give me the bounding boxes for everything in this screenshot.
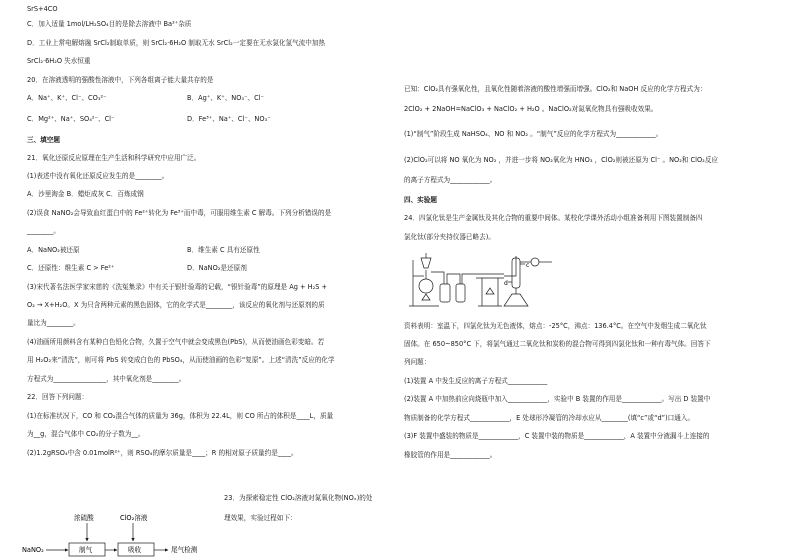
- q24-info-cont: 固体。在 650~850°C 下，将氯气通过二氧化钛和炭粉的混合物可得到四氯化钛和一种有毒气体。回答下: [404, 340, 711, 348]
- q21-part4: (4)油画所用颜料含有某种白色铅化合物，久置于空气中就会变成黑色(PbS)，从而使油画色彩变暗。若: [27, 338, 325, 346]
- q24-stem: 24．四氯化钛是生产金属钛及其化合物的重要中间体。某校化学课外活动小组准备利用下图装置制备四: [404, 214, 703, 222]
- flow-box2-label: 吸收: [128, 546, 142, 554]
- q20-option-b: B．Ag⁺、K⁺、NO₃⁻、Cl⁻: [187, 94, 265, 102]
- section-fill-in-heading: 三、填空题: [27, 136, 60, 144]
- flow-output-tail-gas: 尾气检测: [171, 546, 198, 554]
- q23-stem-cont: 理效果，实验过程如下：: [224, 514, 297, 522]
- q23-part2-cont: 的离子方程式为____________。: [404, 176, 497, 184]
- q22-part2: (2)1.2gRSO₄中含 0.01molR²⁺，则 RSO₄的摩尔质量是____；R 的相对原子质量约是____。: [27, 449, 298, 457]
- q19-formula-tail: SrS+4CO: [27, 5, 58, 13]
- q21-part4-cont: 用 H₂O₂来“清洗”，则可将 PbS 转变成白色的 PbSO₄，从而使油画的色彩“复原”。上述“清洗”反应的化学: [27, 356, 335, 364]
- flow-input-nano2: NaNO₂: [22, 546, 44, 554]
- q22-part1-cont: 为__g，混合气体中 CO₂的分子数为__。: [27, 430, 145, 438]
- q21-part2: (2)误食 NaNO₂会导致血红蛋白中的 Fe²⁺转化为 Fe³⁺而中毒，可服用维生素 C 解毒。下列分析错误的是: [27, 209, 332, 217]
- q23-part2: (2)ClO₂可以将 NO 氧化为 NO₂ ，并进一步将 NO₂氧化为 HNO₃ ，ClO₂则被还原为 Cl⁻ 。NO₂和 ClO₂反应: [404, 156, 719, 164]
- q20-option-d: D．Fe³⁺、Na⁺、Cl⁻、NO₃⁻: [187, 115, 271, 123]
- q22-stem: 22．回答下列问题：: [27, 393, 89, 401]
- q21-part4-cont2: 方程式为________________，其中氧化剂是________。: [27, 375, 186, 383]
- q21-part1: (1)表述中没有氧化还原反应发生的是________。: [27, 172, 169, 180]
- q24-part2-cont: 物质制备的化学方程式____________，E 处球形冷凝管的冷却水应从________(填“c”或“d”)口通入。: [404, 414, 695, 422]
- apparatus-label-d: d: [504, 280, 508, 287]
- q21-part1-options: A．沙里淘金 B．蜡炬成灰 C．百炼成钢: [27, 190, 144, 198]
- q23-stem: 23．为探索稳定性 ClO₂溶液对氮氧化物(NOₓ)的处: [224, 494, 373, 502]
- q23-known-info: 已知：ClO₂具有强氧化性，且氧化性随着溶液的酸性增强而增强。ClO₂和 NaOH 反应的化学方程式为：: [404, 85, 707, 93]
- q20-option-c: C．Mg²⁺、Na⁺、SO₄²⁻、Cl⁻: [27, 115, 115, 123]
- q19-option-c: C．加入适量 1mol/LH₂SO₄目的是除去溶液中 Ba²⁺杂质: [27, 20, 192, 28]
- q24-part2: (2)装置 A 中加热前应向烧瓶中加入____________，实验中 B 装置的作用是____________。写出 D 装置中: [404, 395, 711, 403]
- q24-part3-cont: 橡胶管的作用是____________。: [404, 451, 497, 459]
- q21-stem: 21．氧化还原反应原理在生产生活和科学研究中应用广泛。: [27, 154, 201, 162]
- apparatus-label-c: c: [526, 262, 530, 269]
- q21-part2-option-b: B．维生素 C 具有还原性: [187, 246, 260, 254]
- q24-apparatus-diagram: [404, 250, 574, 310]
- q19-option-d: D．工业上常电解熔融 SrCl₂制取单质，则 SrCl₂·6H₂O 制取无水 SrCl₂一定要在无水氯化氢气流中加热: [27, 39, 326, 47]
- q23-process-flow-diagram: [20, 510, 220, 560]
- q21-part2-blank: ________。: [27, 227, 60, 235]
- q20-option-a: A．Na⁺、K⁺、Cl⁻、CO₃²⁻: [27, 94, 107, 102]
- q21-part3: (3)宋代著名法医学家宋慈的《洗冤集录》中有关于银针验毒的记载，“银针验毒”的原理是 Ag + H₂S +: [27, 283, 328, 291]
- q21-part2-option-d: D．NaNO₂是还原剂: [187, 264, 247, 272]
- q24-stem-cont: 氯化钛(部分夹持仪器已略去)。: [404, 233, 495, 241]
- q24-part1: (1)装置 A 中发生反应的离子方程式____________: [404, 377, 548, 385]
- q22-part1: (1)在标准状况下，CO 和 CO₂混合气体的质量为 36g，体积为 22.4L，则 CO 所占的体积是____L，质量: [27, 412, 334, 420]
- q21-part3-cont: O₂ → X+H₂O。X 为只含两种元素的黑色固体，它的化学式是________，该反应的氧化剂与还原剂的质: [27, 301, 325, 309]
- q24-part3: (3)F 装置中盛装的物质是____________，C 装置中装的物质是____________，A 装置中分液漏斗上连接的: [404, 432, 710, 440]
- flow-reagent-clo2: ClO₂溶液: [120, 514, 148, 522]
- q21-part3-cont2: 量比为________。: [27, 319, 80, 327]
- q20-stem: 20．在溶液透明的强酸性溶液中，下列各组离子能大量共存的是: [27, 76, 214, 84]
- flow-reagent-conc-sulfuric: 浓硫酸: [74, 514, 94, 522]
- section-experiment-heading: 四、实验题: [404, 196, 437, 204]
- q24-info: 资料表明：室温下，四氯化钛为无色液体，熔点：-25°C，沸点：136.4°C。在空气中发烟生成二氧化钛: [404, 322, 707, 330]
- q19-option-d-cont: SrCl₂·6H₂O 失水恒重: [27, 57, 91, 65]
- q23-part1: (1)“制气”阶段生成 NaHSO₄、NO 和 NO₂ 。“制气”反应的化学方程式为____________。: [404, 130, 663, 138]
- q21-part2-option-c: C．还原性：维生素 C > Fe²⁺: [27, 264, 115, 272]
- q24-info-cont2: 列问题：: [404, 358, 431, 366]
- q21-part2-option-a: A．NaNO₂被还原: [27, 246, 80, 254]
- q23-known-equation: 2ClO₂ + 2NaOH=NaClO₃ + NaClO₂ + H₂O 。NaClO₂对氮氧化物具有强吸收效果。: [404, 105, 658, 113]
- flow-box1-label: 制气: [79, 546, 93, 554]
